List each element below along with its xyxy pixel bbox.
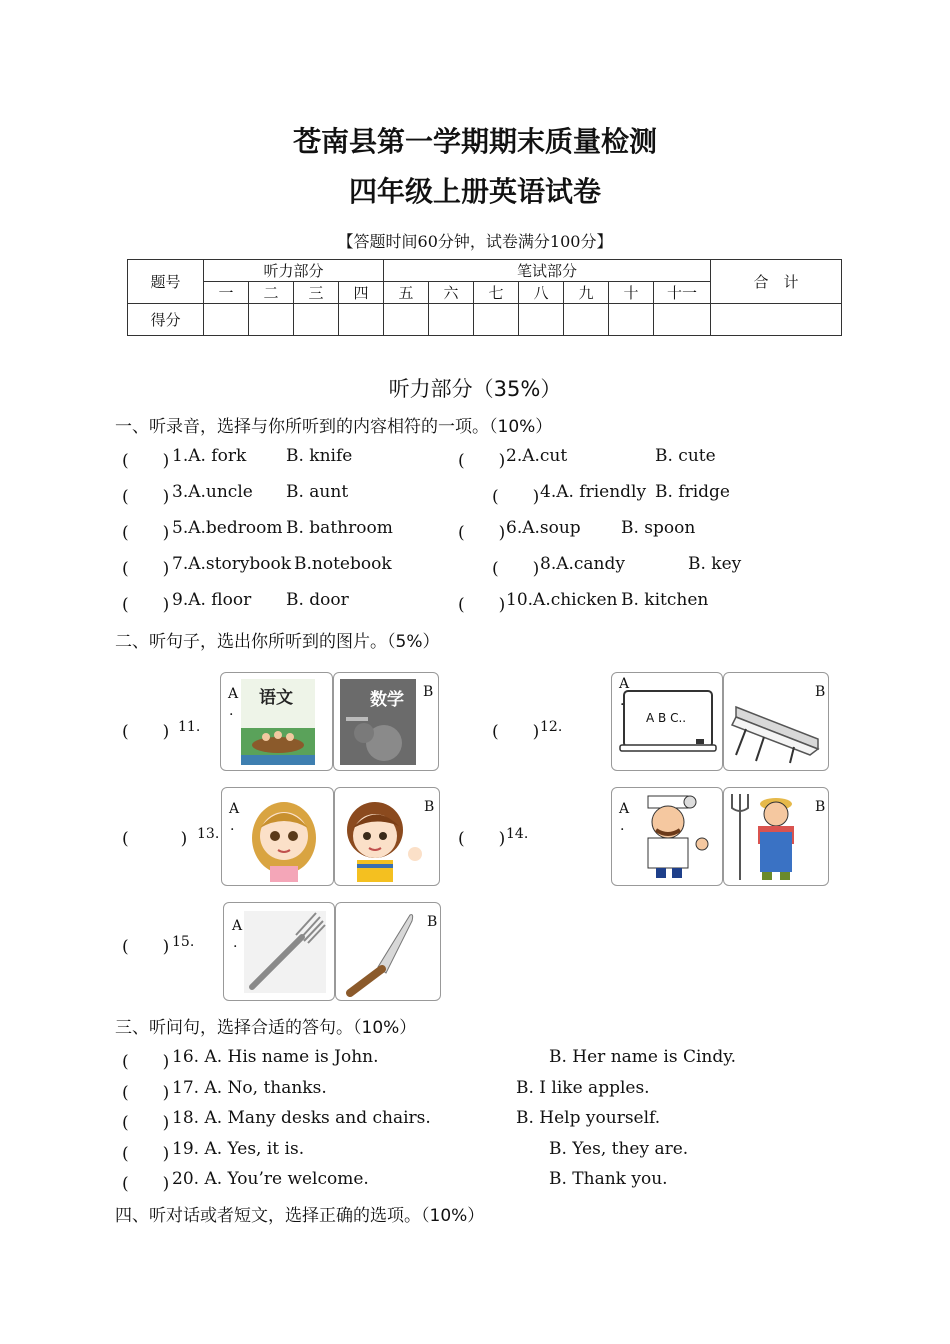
score-cell[interactable] xyxy=(204,304,249,336)
answer-blank[interactable]: ( ) xyxy=(492,722,540,742)
option-b: B. I like apples. xyxy=(516,1078,650,1098)
col-num: 六 xyxy=(429,282,474,304)
answer-blank[interactable]: ( ) xyxy=(122,1144,170,1164)
option-a: 2.A.cut xyxy=(506,446,568,466)
answer-blank[interactable]: ( ) xyxy=(458,829,506,849)
option-a: 17. A. No, thanks. xyxy=(172,1078,327,1098)
picture-option-b[interactable] xyxy=(723,672,829,771)
score-cell[interactable] xyxy=(711,304,842,336)
option-b: B. Her name is Cindy. xyxy=(549,1047,736,1067)
option-b: B. cute xyxy=(655,446,716,466)
score-cell[interactable] xyxy=(249,304,294,336)
col-num: 十一 xyxy=(654,282,711,304)
option-a: 19. A. Yes, it is. xyxy=(172,1139,305,1159)
score-table xyxy=(127,259,842,336)
question-number: 12. xyxy=(540,719,563,735)
answer-blank[interactable]: ( ) xyxy=(458,595,506,615)
label-b: B xyxy=(815,684,826,700)
farmer-image xyxy=(724,788,828,885)
answer-blank[interactable]: ( ) xyxy=(122,451,170,471)
answer-blank[interactable]: ( ) xyxy=(122,1083,170,1103)
label-dot: . xyxy=(229,703,234,719)
picture-option-a[interactable] xyxy=(611,787,723,886)
answer-blank[interactable]: ( ) xyxy=(122,523,170,543)
exam-title: 苍南县第一学期期末质量检测 xyxy=(292,125,657,158)
col-num: 八 xyxy=(519,282,564,304)
part4-heading: 四、听对话或者短文，选择正确的选项。（10%） xyxy=(115,1206,485,1226)
label-dot: . xyxy=(620,693,625,709)
answer-blank[interactable]: ( ) xyxy=(122,722,170,742)
score-cell[interactable] xyxy=(384,304,429,336)
question-number: 13. xyxy=(197,826,220,842)
answer-blank[interactable]: ( ) xyxy=(458,523,506,543)
picture-option-b[interactable] xyxy=(723,787,829,886)
part3-heading: 三、听问句，选择合适的答句。（10%） xyxy=(115,1018,417,1038)
option-a: 9.A. floor xyxy=(172,590,252,610)
knife-image xyxy=(336,903,440,1000)
row-label: 题号 xyxy=(128,260,204,304)
option-a: 5.A.bedroom xyxy=(172,518,283,538)
written-header: 笔试部分 xyxy=(384,260,711,282)
listening-header: 听力部分 xyxy=(204,260,384,282)
col-num: 四 xyxy=(339,282,384,304)
label-a: A xyxy=(619,676,630,692)
option-b: B. fridge xyxy=(655,482,730,502)
total-header: 合 计 xyxy=(711,260,842,304)
label-b: B xyxy=(815,799,826,815)
label-dot: . xyxy=(233,935,238,951)
col-num: 五 xyxy=(384,282,429,304)
option-a: 1.A. fork xyxy=(172,446,247,466)
col-num: 三 xyxy=(294,282,339,304)
answer-blank[interactable]: ( ) xyxy=(122,1174,170,1194)
col-num: 九 xyxy=(564,282,609,304)
col-num: 二 xyxy=(249,282,294,304)
picture-option-a[interactable] xyxy=(223,902,335,1001)
option-b: B.notebook xyxy=(294,554,392,574)
label-b: B xyxy=(427,914,438,930)
picture-option-a[interactable] xyxy=(220,672,333,771)
fluorescent-light-image xyxy=(724,673,828,770)
answer-blank[interactable]: ( ) xyxy=(122,559,170,579)
answer-blank[interactable]: ( ) xyxy=(492,559,540,579)
option-b: B. knife xyxy=(286,446,353,466)
score-cell[interactable] xyxy=(339,304,384,336)
score-cell[interactable] xyxy=(519,304,564,336)
label-b: B xyxy=(423,684,434,700)
option-a: 16. A. His name is John. xyxy=(172,1047,379,1067)
option-a: 6.A.soup xyxy=(506,518,581,538)
option-a: 18. A. Many desks and chairs. xyxy=(172,1108,431,1128)
option-b: B. door xyxy=(286,590,349,610)
listening-title: 听力部分（35%） xyxy=(388,377,562,401)
col-num: 一 xyxy=(204,282,249,304)
option-a: 10.A.chicken xyxy=(506,590,618,610)
score-cell[interactable] xyxy=(564,304,609,336)
answer-blank[interactable]: ( ) xyxy=(458,451,506,471)
col-num: 十 xyxy=(609,282,654,304)
question-number: 11. xyxy=(178,719,201,735)
option-b: B. Help yourself. xyxy=(516,1108,661,1128)
picture-option-b[interactable] xyxy=(333,672,439,771)
answer-blank[interactable]: ( ) xyxy=(122,487,170,507)
part1-heading: 一、听录音，选择与你所听到的内容相符的一项。（10%） xyxy=(115,417,553,437)
book-title: 数学 xyxy=(370,690,404,710)
label-a: A xyxy=(619,801,630,817)
answer-blank[interactable]: ( ) xyxy=(122,829,194,849)
board-text: A B C.. xyxy=(646,711,687,725)
option-a: 20. A. You’re welcome. xyxy=(172,1169,369,1189)
answer-blank[interactable]: ( ) xyxy=(122,595,170,615)
score-cell[interactable] xyxy=(474,304,519,336)
picture-option-a[interactable] xyxy=(611,672,723,771)
question-number: 14. xyxy=(506,826,529,842)
question-number: 15. xyxy=(172,934,195,950)
label-dot: . xyxy=(230,818,235,834)
answer-blank[interactable]: ( ) xyxy=(122,1052,170,1072)
option-a: 4.A. friendly xyxy=(540,482,647,502)
exam-subtitle: 四年级上册英语试卷 xyxy=(348,175,601,208)
label-a: A xyxy=(232,918,243,934)
score-cell[interactable] xyxy=(654,304,711,336)
score-cell[interactable] xyxy=(294,304,339,336)
part2-heading: 二、听句子，选出你所听到的图片。（5%） xyxy=(115,632,440,652)
label-a: A xyxy=(229,801,240,817)
option-b: B. Yes, they are. xyxy=(549,1139,689,1159)
picture-option-a[interactable] xyxy=(221,787,334,886)
answer-blank[interactable]: ( ) xyxy=(122,1113,170,1133)
col-num: 七 xyxy=(474,282,519,304)
option-a: 3.A.uncle xyxy=(172,482,253,502)
book-title: 语文 xyxy=(259,688,293,708)
score-cell[interactable] xyxy=(609,304,654,336)
exam-info: 【答题时间60分钟，试卷满分100分】 xyxy=(337,232,613,251)
label-a: A xyxy=(228,686,239,702)
answer-blank[interactable]: ( ) xyxy=(492,487,540,507)
option-a: 8.A.candy xyxy=(540,554,625,574)
option-b: B. kitchen xyxy=(621,590,709,610)
picture-option-b[interactable] xyxy=(334,787,440,886)
option-b: B. aunt xyxy=(286,482,349,502)
option-b: B. spoon xyxy=(621,518,696,538)
score-cell[interactable] xyxy=(429,304,474,336)
option-b: B. bathroom xyxy=(286,518,393,538)
label-dot: . xyxy=(620,818,625,834)
label-b: B xyxy=(424,799,435,815)
score-label: 得分 xyxy=(128,304,204,336)
answer-blank[interactable]: ( ) xyxy=(122,937,170,957)
option-a: 7.A.storybook xyxy=(172,554,292,574)
picture-option-b[interactable] xyxy=(335,902,441,1001)
option-b: B. Thank you. xyxy=(549,1169,668,1189)
option-b: B. key xyxy=(688,554,742,574)
